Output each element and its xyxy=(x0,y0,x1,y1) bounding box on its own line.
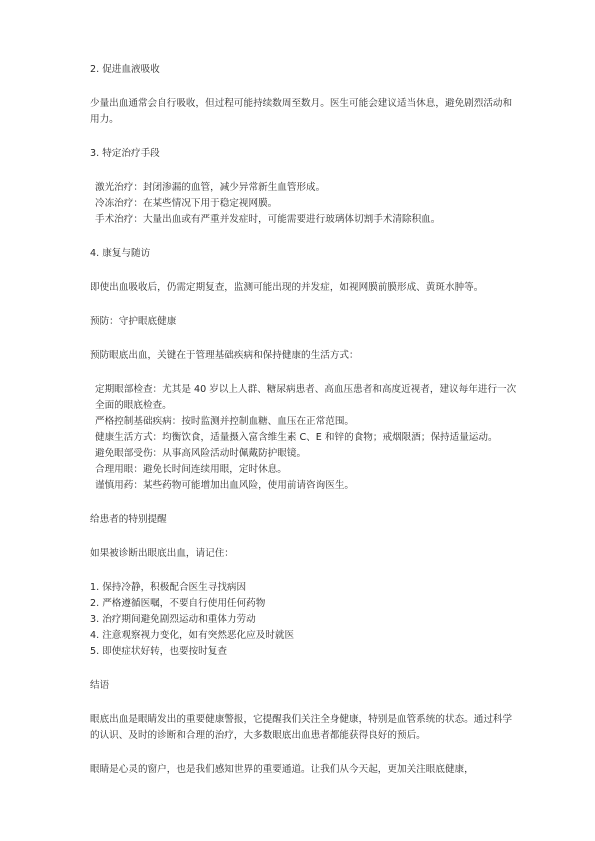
paragraph-recovery: 即使出血吸收后，仍需定期复查，监测可能出现的并发症，如视网膜前膜形成、黄斑水肿等。 xyxy=(90,282,484,293)
section-heading-promote-absorption: 2. 促进血液吸收 xyxy=(90,64,160,75)
list-item: 2. 严格遵循医嘱，不要自行使用任何药物 xyxy=(90,598,266,609)
document-page xyxy=(90,62,520,778)
list-item: 3. 治疗期间避免剧烈运动和重体力劳动 xyxy=(90,614,256,625)
prevention-list xyxy=(90,382,520,494)
section-heading-conclusion: 结语 xyxy=(90,680,110,691)
section-heading-specific-treatment: 3. 特定治疗手段 xyxy=(90,148,160,159)
list-item: 合理用眼：避免长时间连续用眼，定时休息。 xyxy=(95,464,287,475)
section-heading-prevention: 预防：守护眼底健康 xyxy=(90,316,177,327)
paragraph-conclusion-1: 眼底出血是眼睛发出的重要健康警报，它提醒我们关注全身健康，特别是血管系统的状态。通过科学的认识、及时的诊断和合理的治疗，大多数眼底出血患者都能获得良好的预后。 xyxy=(90,714,513,741)
list-item: 激光治疗：封闭渗漏的血管，减少异常新生血管形成。 xyxy=(95,182,326,193)
list-item: 严格控制基础疾病：按时监测并控制血糖、血压在正常范围。 xyxy=(95,416,355,427)
list-item: 健康生活方式：均衡饮食，适量摄入富含维生素 C、E 和锌的食物；戒烟限酒；保持适量运动。 xyxy=(95,432,498,443)
list-item: 5. 即使症状好转，也要按时复查 xyxy=(90,646,227,657)
list-item: 定期眼部检查：尤其是 40 岁以上人群、糖尿病患者、高血压患者和高度近视者，建议每年进行一次全面的眼底检查。 xyxy=(95,384,517,411)
section-heading-recovery: 4. 康复与随访 xyxy=(90,248,151,259)
paragraph-absorption: 少量出血通常会自行吸收，但过程可能持续数周至数月。医生可能会建议适当休息，避免剧烈活动和用力。 xyxy=(90,98,513,125)
list-item: 避免眼部受伤：从事高风险活动时佩戴防护眼镜。 xyxy=(95,448,307,459)
list-item: 冷冻治疗：在某些情况下用于稳定视网膜。 xyxy=(95,198,278,209)
reminder-list xyxy=(90,580,520,660)
treatment-list xyxy=(90,180,520,228)
paragraph-conclusion-2: 眼睛是心灵的窗户，也是我们感知世界的重要通道。让我们从今天起，更加关注眼底健康， xyxy=(90,764,474,775)
paragraph-prevention-intro: 预防眼底出血，关键在于管理基础疾病和保持健康的生活方式： xyxy=(90,350,359,361)
section-heading-reminder: 给患者的特别提醒 xyxy=(90,514,167,525)
list-item: 4. 注意观察视力变化，如有突然恶化应及时就医 xyxy=(90,630,295,641)
list-item: 1. 保持冷静，积极配合医生寻找病因 xyxy=(90,582,247,593)
paragraph-reminder-intro: 如果被诊断出眼底出血，请记住： xyxy=(90,548,234,559)
list-item: 谨慎用药：某些药物可能增加出血风险，使用前请咨询医生。 xyxy=(95,480,355,491)
list-item: 手术治疗：大量出血或有严重并发症时，可能需要进行玻璃体切割手术清除积血。 xyxy=(95,214,441,225)
